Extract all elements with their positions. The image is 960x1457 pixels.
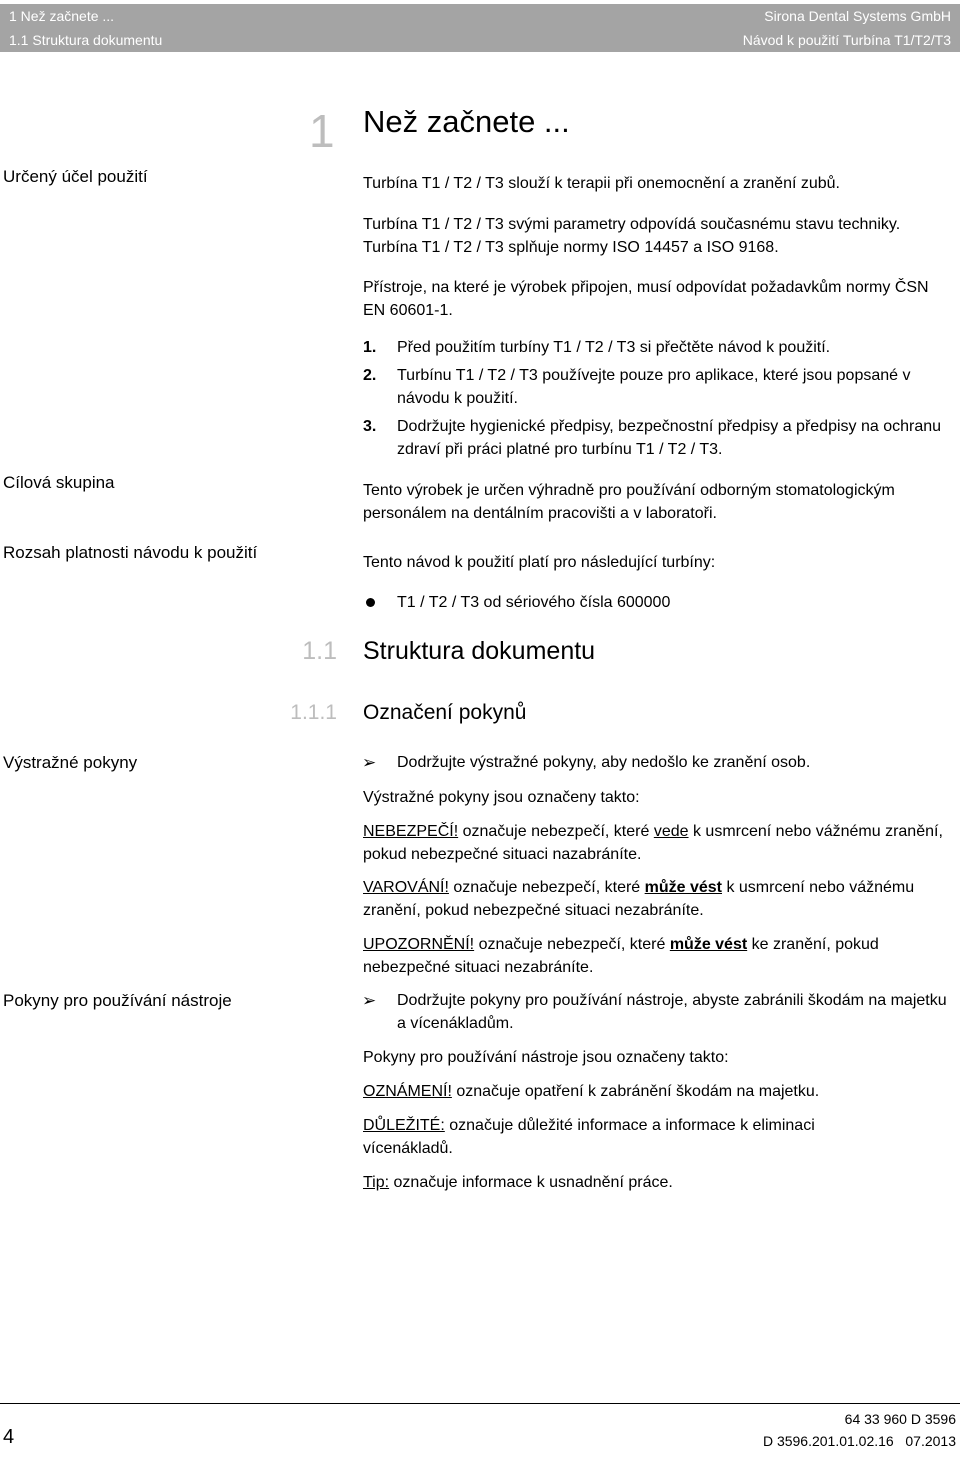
subsection-number: 1.1.1 xyxy=(290,701,337,724)
tip-paragraph: Tip: označuje informace k usnadnění práce. xyxy=(363,1174,673,1191)
tool-use-intro: Pokyny pro používání nástroje jsou označeny takto: xyxy=(363,1049,729,1066)
section-title: Struktura dokumentu xyxy=(363,637,596,665)
warning-signal-word: VAROVÁNÍ! xyxy=(363,879,449,896)
step-number: 3. xyxy=(363,418,377,435)
state-of-art-paragraph: Turbína T1 / T2 / T3 svými parametry odpovídá současnému stavu techniky. Turbína T1 / T2 / T3 splňuje normy ISO 14457 a ISO 9168. xyxy=(363,216,901,256)
step-text: Turbínu T1 / T2 / T3 používejte pouze pro aplikace, které jsou popsané v návodu k použití. xyxy=(397,367,911,407)
chapter-title: Než začnete ... xyxy=(363,104,570,139)
warnings-instruction: Dodržujte výstražné pokyny, aby nedošlo ke zranění osob. xyxy=(397,754,811,771)
sidebar-target-group: Cílová skupina xyxy=(3,473,115,492)
danger-paragraph: NEBEZPEČÍ! označuje nebezpečí, které vede k usmrcení nebo vážnému zranění, pokud nebezpečné situaci nazabráníte. xyxy=(363,823,943,863)
intended-use-paragraph: Turbína T1 / T2 / T3 slouží k terapii při onemocnění a zranění zubů. xyxy=(363,175,840,192)
header-manual-title: Návod k použití Turbína T1/T2/T3 xyxy=(742,32,951,48)
important-paragraph: DŮLEŽITÉ: označuje důležité informace a informace k eliminaci vícenákladů. xyxy=(363,1117,815,1157)
page-number: 4 xyxy=(3,1426,15,1448)
bullet-dot xyxy=(366,598,375,607)
step-text: Před použitím turbíny T1 / T2 / T3 si přečtěte návod k použití. xyxy=(397,339,831,356)
sidebar-warnings: Výstražné pokyny xyxy=(3,753,138,772)
sidebar-scope: Rozsah platnosti návodu k použití xyxy=(3,543,258,562)
warning-emphasis: může vést xyxy=(644,879,723,896)
important-signal-word: DŮLEŽITÉ: xyxy=(363,1117,445,1134)
step-number: 1. xyxy=(363,339,377,356)
chapter-number: 1 xyxy=(309,105,335,157)
step-number: 2. xyxy=(363,367,377,384)
header-chapter: 1 Než začnete ... xyxy=(9,8,115,24)
scope-paragraph: Tento návod k použití platí pro následující turbíny: xyxy=(363,554,716,571)
header-company: Sirona Dental Systems GmbH xyxy=(764,8,951,24)
scope-item: T1 / T2 / T3 od sériového čísla 600000 xyxy=(397,594,671,611)
tool-use-instruction: Dodržujte pokyny pro používání nástroje, abyste zabránili škodám na majetku a vícenákladům. xyxy=(397,992,947,1032)
warnings-intro: Výstražné pokyny jsou označeny takto: xyxy=(363,789,640,806)
arrow-icon: ➢ xyxy=(362,991,377,1010)
caution-emphasis: může vést xyxy=(669,936,748,953)
notice-signal-word: OZNÁMENÍ! xyxy=(363,1083,452,1100)
step-text: Dodržujte hygienické předpisy, bezpečnostní předpisy a předpisy na ochranu zdraví při práci platné pro turbínu T1 / T2 / T3. xyxy=(397,418,942,458)
section-number: 1.1 xyxy=(302,637,337,665)
subsection-title: Označení pokynů xyxy=(363,701,527,724)
header-section: 1.1 Struktura dokumentu xyxy=(9,32,163,48)
footer-divider xyxy=(0,1403,960,1404)
connected-devices-paragraph: Přístroje, na které je výrobek připojen, musí odpovídat požadavkům normy ČSN EN 60601-1. xyxy=(363,279,929,319)
arrow-icon: ➢ xyxy=(362,753,377,772)
notice-paragraph: OZNÁMENÍ! označuje opatření k zabránění škodám na majetku. xyxy=(363,1083,820,1100)
warning-paragraph: VAROVÁNÍ! označuje nebezpečí, které může vést k usmrcení nebo vážnému zranění, pokud nebezpečné situaci nezabráníte. xyxy=(363,879,915,919)
danger-emphasis: vede xyxy=(653,823,689,840)
document-code: D 3596.201.01.02.16 07.2013 xyxy=(762,1433,956,1449)
tip-signal-word: Tip: xyxy=(363,1174,390,1191)
sidebar-tool-use: Pokyny pro používání nástroje xyxy=(3,991,232,1010)
document-number: 64 33 960 D 3596 xyxy=(844,1411,956,1427)
target-group-paragraph: Tento výrobek je určen výhradně pro používání odborným stomatologickým personálem na dentálním pracovišti a v laboratoři. xyxy=(363,482,895,522)
danger-signal-word: NEBEZPEČÍ! xyxy=(363,823,459,840)
page-header xyxy=(0,4,960,52)
sidebar-intended-use: Určený účel použití xyxy=(3,167,148,186)
caution-paragraph: UPOZORNĚNÍ! označuje nebezpečí, které může vést ke zranění, pokud nebezpečné situaci nezabráníte. xyxy=(363,936,879,976)
caution-signal-word: UPOZORNĚNÍ! xyxy=(363,936,475,953)
